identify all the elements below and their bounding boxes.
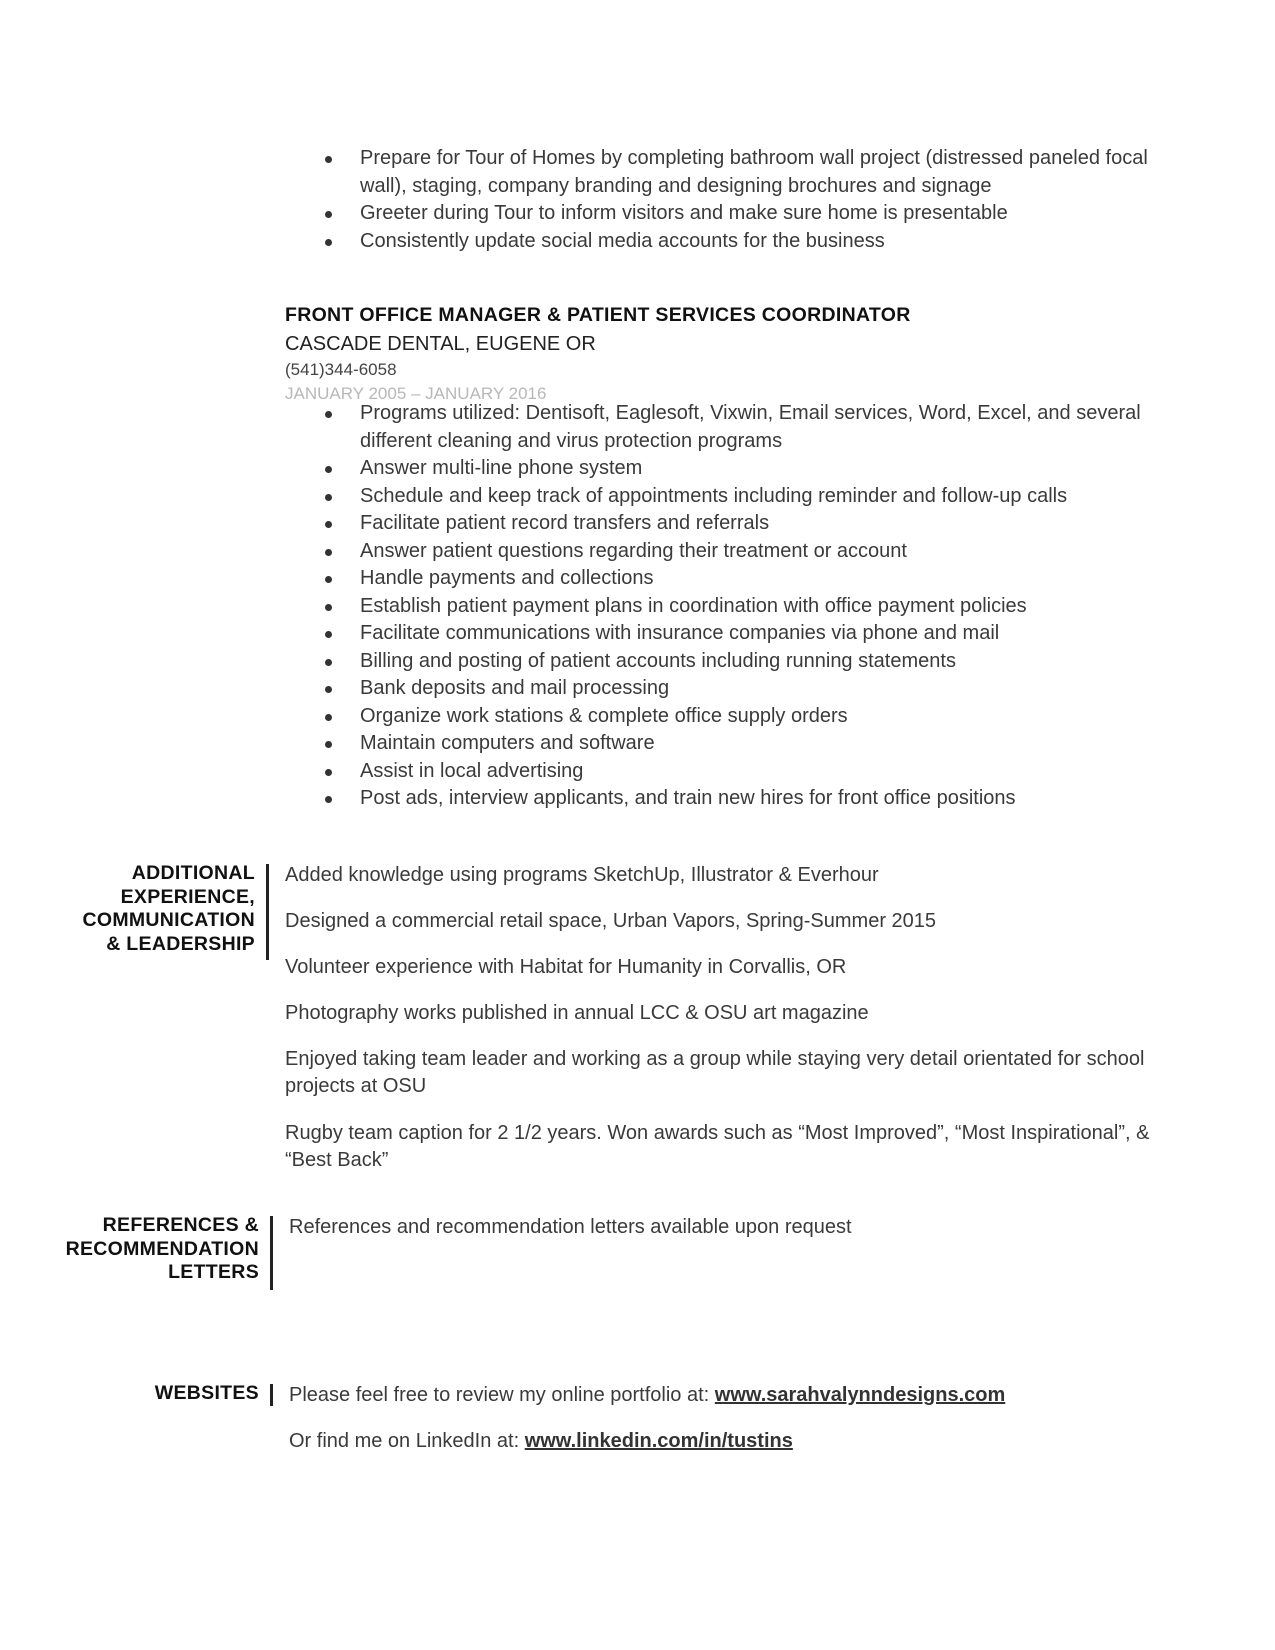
list-item: Answer patient questions regarding their treatment or account: [0, 538, 1180, 566]
list-item: Handle payments and collections: [0, 565, 1180, 593]
heading-line: & LEADERSHIP: [106, 932, 255, 955]
list-item: Facilitate patient record transfers and referrals: [0, 510, 1180, 538]
section-divider: [270, 1216, 273, 1290]
additional-item: Photography works published in annual LCC & OSU art magazine: [285, 1002, 869, 1024]
heading-line: RECOMMENDATION: [65, 1237, 259, 1260]
list-item: Schedule and keep track of appointments including reminder and follow-up calls: [0, 483, 1180, 511]
portfolio-link[interactable]: www.sarahvalynndesigns.com: [714, 1384, 1006, 1406]
list-item: Organize work stations & complete office supply orders: [0, 703, 1180, 731]
heading-line: LETTERS: [168, 1261, 259, 1283]
heading-line: COMMUNICATION: [82, 909, 255, 931]
references-heading: [0, 1214, 259, 1285]
previous-job-bullets: [0, 145, 1275, 255]
list-item: Prepare for Tour of Homes by completing bathroom wall project (distressed paneled focal wall), staging, company branding and designing brochures and signage: [0, 145, 1180, 200]
websites-heading: [0, 1382, 259, 1406]
list-item: Post ads, interview applicants, and train new hires for front office positions: [0, 785, 1180, 813]
heading-line: ADDITIONAL: [131, 862, 255, 884]
references-text: References and recommendation letters available upon request: [289, 1216, 852, 1238]
additional-item: Rugby team caption for 2 1/2 years. Won awards such as “Most Improved”, “Most Inspirational”, & “Best Back”: [285, 1122, 1150, 1171]
list-item: Greeter during Tour to inform visitors and make sure home is presentable: [0, 200, 1180, 228]
heading-line: WEBSITES: [154, 1382, 259, 1404]
section-divider: [270, 1384, 273, 1406]
job-phone: (541)344-6058: [285, 360, 397, 379]
portfolio-line: [289, 1382, 1169, 1409]
linkedin-line: [289, 1428, 1169, 1455]
list-item: Assist in local advertising: [0, 758, 1180, 786]
list-item: Programs utilized: Dentisoft, Eaglesoft, Vixwin, Email services, Word, Excel, and several different cleaning and virus protection programs: [0, 400, 1180, 455]
additional-item: Enjoyed taking team leader and working as a group while staying very detail orientated for school projects at OSU: [285, 1048, 1145, 1097]
linkedin-link[interactable]: www.linkedin.com/in/tustins: [524, 1430, 793, 1452]
list-item: Establish patient payment plans in coordination with office payment policies: [0, 593, 1180, 621]
heading-line: REFERENCES &: [102, 1214, 259, 1236]
additional-experience-heading: [0, 862, 255, 956]
additional-item: Added knowledge using programs SketchUp, Illustrator & Everhour: [285, 864, 879, 886]
job-duties-list: [0, 400, 1275, 813]
list-item: Consistently update social media accounts for the business: [0, 228, 1180, 256]
heading-line: EXPERIENCE,: [120, 885, 255, 908]
list-item: Answer multi-line phone system: [0, 455, 1180, 483]
job-company: CASCADE DENTAL, EUGENE OR: [285, 333, 596, 355]
list-item: Billing and posting of patient accounts including running statements: [0, 648, 1180, 676]
list-item: Maintain computers and software: [0, 730, 1180, 758]
job-entry: [285, 300, 1185, 406]
job-title: FRONT OFFICE MANAGER & PATIENT SERVICES COORDINATOR: [285, 304, 911, 326]
linkedin-prefix: Or find me on LinkedIn at:: [289, 1430, 525, 1452]
list-item: Facilitate communications with insurance companies via phone and mail: [0, 620, 1180, 648]
job-dates: JANUARY 2005 – JANUARY 2016: [285, 384, 547, 403]
portfolio-prefix: Please feel free to review my online portfolio at:: [289, 1384, 715, 1406]
additional-item: Designed a commercial retail space, Urban Vapors, Spring-Summer 2015: [285, 910, 937, 932]
list-item: Bank deposits and mail processing: [0, 675, 1180, 703]
additional-item: Volunteer experience with Habitat for Humanity in Corvallis, OR: [285, 956, 847, 978]
section-divider: [266, 864, 269, 960]
